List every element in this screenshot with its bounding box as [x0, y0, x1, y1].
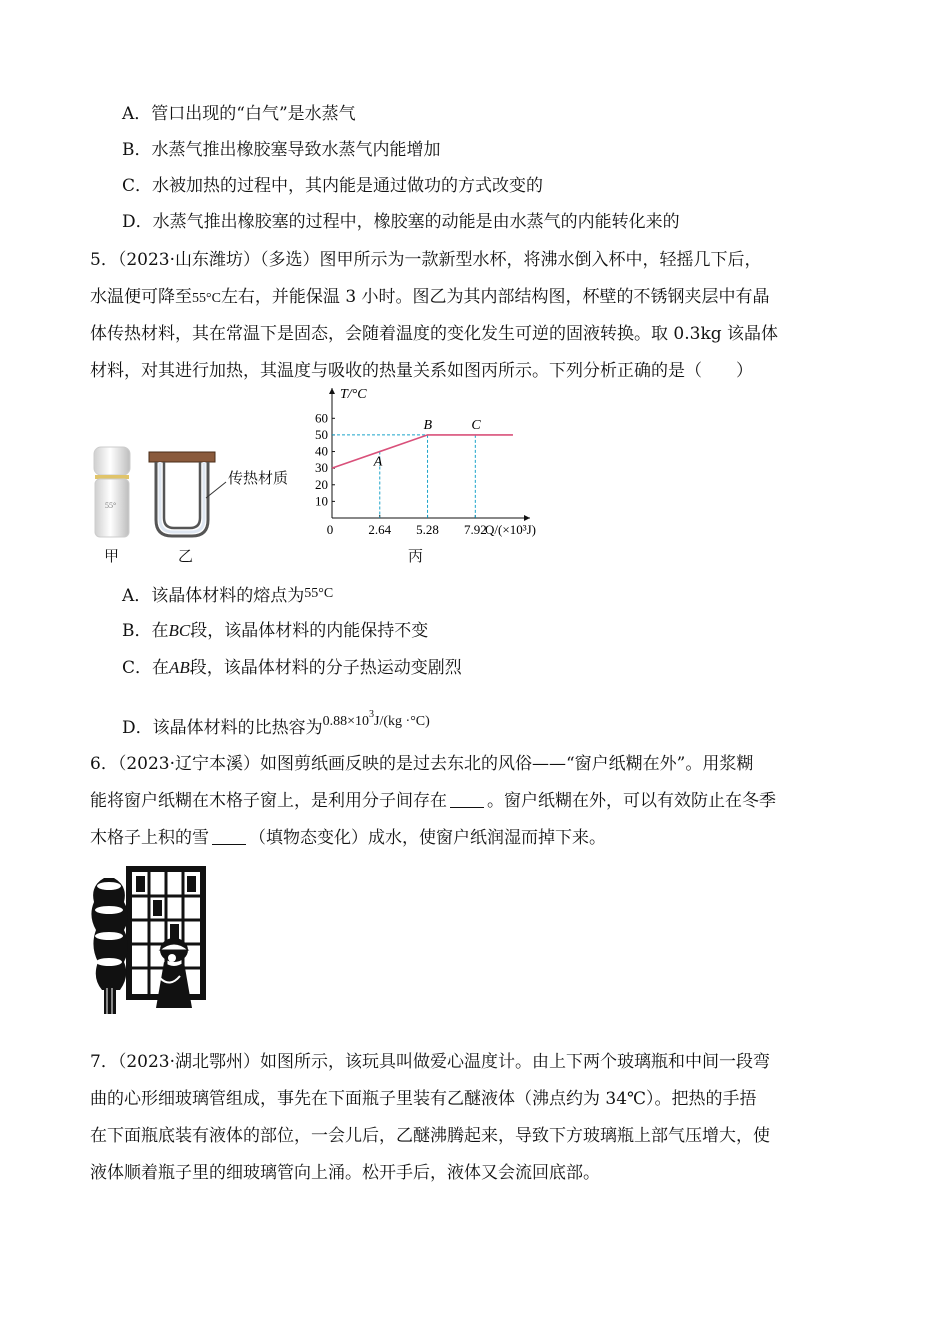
fig-label-bing: 丙: [408, 547, 424, 565]
q7-line-1: 7．（2023·湖北鄂州）如图所示，该玩具叫做爱心温度计。由上下两个玻璃瓶和中间一段弯: [90, 1052, 770, 1072]
y-tick-label: 60: [315, 410, 328, 426]
x-axis-label: Q/(×10³J): [485, 522, 536, 537]
y-axis-arrow: [329, 388, 335, 394]
y-tick-label: 20: [315, 476, 328, 492]
q5-option-b: B．在BC段，该晶体材料的内能保持不变: [122, 621, 429, 641]
y-tick-label: 10: [315, 493, 328, 509]
series-line: [332, 435, 513, 468]
q5-temp-value: 55: [192, 291, 206, 306]
answer-blank-1[interactable]: [450, 791, 484, 808]
q6-line-2: 能将窗户纸糊在木格子窗上，是利用分子间存在 。窗户纸糊在外，可以有效防止在冬季: [90, 791, 776, 811]
q6-line-1: 6．（2023·辽宁本溪）如图剪纸画反映的是过去东北的风俗——“窗户纸糊在外”。用浆糊: [90, 754, 754, 774]
point-label-a: A: [373, 454, 383, 470]
q7-line-2: 曲的心形细玻璃管组成，事先在下面瓶子里装有乙醚液体（沸点约为 34℃）。把热的手捂: [90, 1089, 757, 1109]
temperature-heat-chart: [300, 388, 540, 540]
point-label-c: C: [471, 417, 481, 433]
y-tick-label: 50: [315, 426, 328, 442]
y-tick-label: 40: [315, 443, 328, 459]
q5-line-4: 材料，对其进行加热，其温度与吸收的热量关系如图丙所示。下列分析正确的是（ ）: [90, 361, 753, 381]
q7-line-4: 液体顺着瓶子里的细玻璃管向上涌。松开手后，液体又会流回底部。: [90, 1163, 600, 1183]
q6-line-3: 木格子上积的雪 （填物态变化）成水，使窗户纸润湿而掉下来。: [90, 828, 606, 848]
q5-line-1: 5．（2023·山东潍坊）（多选）图甲所示为一款新型水杯，将沸水倒入杯中，轻摇几下后，: [90, 250, 762, 270]
q5-option-c: C．在AB段，该晶体材料的分子热运动变剧烈: [122, 658, 462, 678]
fig-label-yi: 乙: [178, 547, 194, 565]
q5-option-d: D．该晶体材料的比热容为$^{0.88\times 10^3J/(kg \cdot^\circ C)}$: [122, 709, 430, 738]
cup-figure: [90, 445, 134, 541]
x-tick-label: 2.64: [368, 522, 392, 537]
cup-label: 55°: [105, 501, 117, 510]
q5-line-3: 体传热材料，其在常温下是固态，会随着温度的变化发生可逆的固液转换。取 0.3kg 该晶体: [90, 324, 779, 344]
x-tick-label: 5.28: [416, 522, 439, 537]
q4-option-c: C．水被加热的过程中，其内能是通过做功的方式改变的: [122, 176, 544, 196]
papercut-image: [90, 858, 210, 1016]
structure-figure: [146, 450, 306, 542]
q7-line-3: 在下面瓶底装有液体的部位，一会儿后，乙醚沸腾起来，导致下方玻璃瓶上部气压增大，使: [90, 1126, 770, 1146]
x-tick-label: 0: [326, 522, 334, 537]
q4-option-b: B．水蒸气推出橡胶塞导致水蒸气内能增加: [122, 140, 441, 160]
material-label: 传热材质: [228, 469, 289, 487]
x-tick-label: 7.92: [463, 522, 487, 537]
point-label-b: B: [423, 417, 433, 433]
y-tick-label: 30: [315, 460, 328, 476]
answer-blank-2[interactable]: [212, 828, 246, 845]
y-axis-label: T/°C: [340, 388, 367, 402]
fig-label-jia: 甲: [104, 547, 120, 565]
x-axis-arrow: [524, 515, 530, 521]
q4-option-d: D．水蒸气推出橡胶塞的过程中，橡胶塞的动能是由水蒸气的内能转化来的: [122, 212, 680, 232]
q5-option-a: A．该晶体材料的熔点为$^{55^\circ C}$: [122, 586, 334, 606]
q4-option-a: A．管口出现的“白气”是水蒸气: [122, 104, 356, 124]
q5-line-2: 水温便可降至55°C左右，并能保温 3 小时。图乙为其内部结构图，杯壁的不锈钢夹层中有晶: [90, 287, 770, 307]
